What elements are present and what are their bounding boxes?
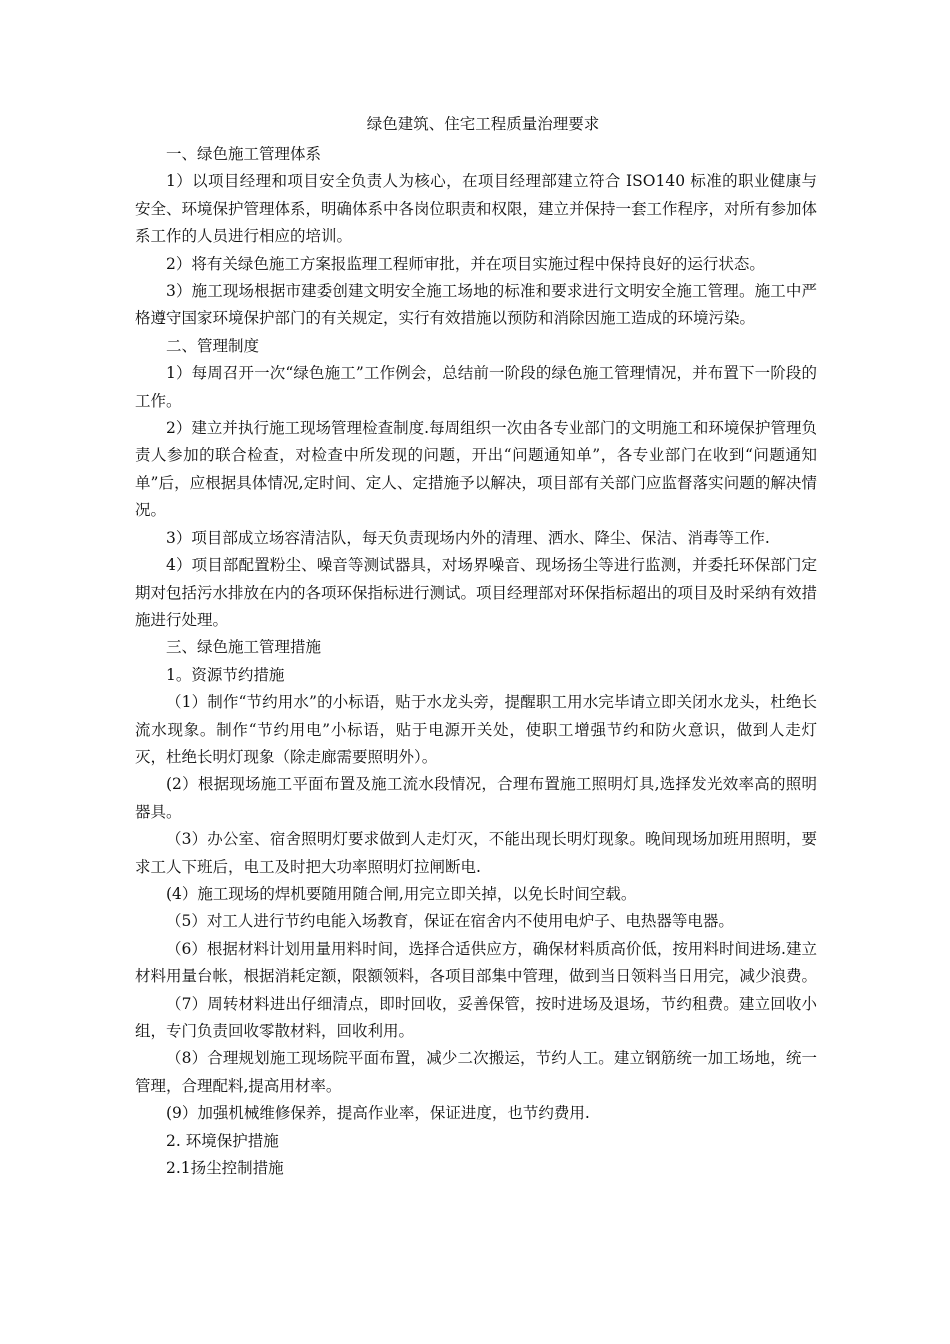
- paragraph: （7）周转材料进出仔细清点，即时回收，妥善保管，按时进场及退场，节约租费。建立回收小组，专门负责回收零散材料，回收利用。: [135, 994, 817, 1040]
- paragraph: 3）项目部成立场容清洁队，每天负责现场内外的清理、洒水、降尘、保洁、消毒等工作.: [166, 528, 770, 547]
- paragraph: （6）根据材料计划用量用料时间，选择合适供应方，确保材料质高价低，按用料时间进场.建立材料用量台帐，根据消耗定额，限额领料，各项目部集中管理，做到当日领料当日用完，减少浪费。: [135, 939, 818, 986]
- paragraph: （3）办公室、宿舍照明灯要求做到人走灯灭，不能出现长明灯现象。晚间现场加班用照明，要求工人下班后，电工及时把大功率照明灯拉闸断电.: [135, 830, 817, 876]
- document-title: 绿色建筑、住宅工程质量治理要求: [366, 115, 600, 133]
- subsection-heading: 2. 环境保护措施: [166, 1131, 279, 1150]
- section-heading-3: 三、绿色施工管理措施: [166, 638, 322, 657]
- subsection-heading: 1。资源节约措施: [166, 665, 285, 684]
- paragraph: （5）对工人进行节约电能入场教育，保证在宿舍内不使用电炉子、电热器等电器。: [166, 912, 734, 931]
- section-heading-2: 二、管理制度: [166, 336, 260, 355]
- section-heading-1: 一、绿色施工管理体系: [166, 145, 322, 163]
- paragraph: (9）加强机械维修保养，提高作业率，保证进度，也节约费用.: [166, 1104, 590, 1123]
- paragraph: 2）建立并执行施工现场管理检查制度.每周组织一次由各专业部门的文明施工和环境保护管理负责人参加的联合检查，对检查中所发现的问题，开出“问题通知单”，各专业部门在收到“问题通知单”后，应根据具体情况,定时间、定人、定措施予以解决，项目部有关部门应监督落实问题的解决情况。: [135, 419, 817, 520]
- paragraph: （8）合理规划施工现场院平面布置，减少二次搬运，节约人工。建立钢筋统一加工场地，统一管理，合理配料,提高用材率。: [135, 1049, 817, 1095]
- paragraph: 2）将有关绿色施工方案报监理工程师审批，并在项目实施过程中保持良好的运行状态。: [166, 254, 765, 273]
- paragraph: 1）每周召开一次“绿色施工”工作例会，总结前一阶段的绿色施工管理情况，并布置下一阶段的工作。: [135, 364, 817, 410]
- subsection-heading: 2.1扬尘控制措施: [166, 1159, 284, 1178]
- paragraph: （1）制作“节约用水”的小标语，贴于水龙头旁，提醒职工用水完毕请立即关闭水龙头，杜绝长流水现象。制作“节约用电”小标语，贴于电源开关处，使职工增强节约和防火意识，做到人走灯灭，杜绝长明灯现象（除走廊需要照明外）。: [135, 693, 817, 766]
- paragraph: (4）施工现场的焊机要随用随合闸,用完立即关掉，以免长时间空载。: [166, 884, 637, 903]
- paragraph: 4）项目部配置粉尘、噪音等测试器具，对场界噪音、现场扬尘等进行监测，并委托环保部门定期对包括污水排放在内的各项环保指标进行测试。项目经理部对环保指标超出的项目及时采纳有效措施进行处理。: [135, 556, 818, 629]
- paragraph: (2）根据现场施工平面布置及施工流水段情况，合理布置施工照明灯具,选择发光效率高的照明器具。: [135, 775, 817, 821]
- paragraph: 1）以项目经理和项目安全负责人为核心，在项目经理部建立符合 ISO140 标准的职业健康与安全、环境保护管理体系，明确体系中各岗位职责和权限，建立并保持一套工作程序，对所有参加体系工作的人员进行相应的培训。: [135, 172, 818, 246]
- document-body: [135, 107, 817, 1182]
- paragraph: 3）施工现场根据市建委创建文明安全施工场地的标准和要求进行文明安全施工管理。施工中严格遵守国家环境保护部门的有关规定，实行有效措施以预防和消除因施工造成的环境污染。: [135, 282, 817, 328]
